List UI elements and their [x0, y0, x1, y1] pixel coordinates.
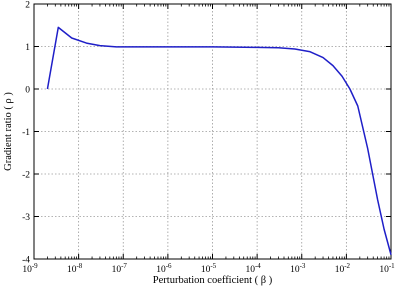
grid [34, 4, 391, 259]
x-tick-label: $10^{-2}$ [334, 262, 351, 275]
y-tick-label: 2 [25, 0, 30, 11]
series-line [47, 27, 391, 254]
x-tick-labels [22, 262, 395, 275]
x-tick-label: $10^{-8}$ [66, 262, 83, 275]
series-group [47, 27, 391, 254]
y-tick-label: -3 [22, 213, 30, 223]
x-axis-title: Perturbation coefficient ( β ) [152, 275, 273, 286]
x-tick-label: $10^{-9}$ [22, 262, 38, 275]
y-axis-title: Gradient ratio ( ρ ) [3, 92, 14, 171]
x-tick-label: $10^{-4}$ [245, 262, 261, 275]
y-tick-labels [22, 1, 30, 266]
y-tick-label: -1 [22, 128, 30, 138]
y-tick-label: -2 [22, 170, 30, 181]
x-tick-label: $10^{-3}$ [290, 262, 306, 275]
x-tick-label: $10^{-1}$ [379, 262, 395, 275]
y-tick-label: 1 [25, 43, 30, 53]
x-tick-label: $10^{-7}$ [111, 262, 127, 275]
x-tick-label: $10^{-6}$ [156, 262, 172, 275]
y-tick-label: 0 [25, 85, 30, 96]
y-tick-label: -4 [22, 255, 30, 266]
x-tick-label: $10^{-5}$ [200, 262, 217, 275]
